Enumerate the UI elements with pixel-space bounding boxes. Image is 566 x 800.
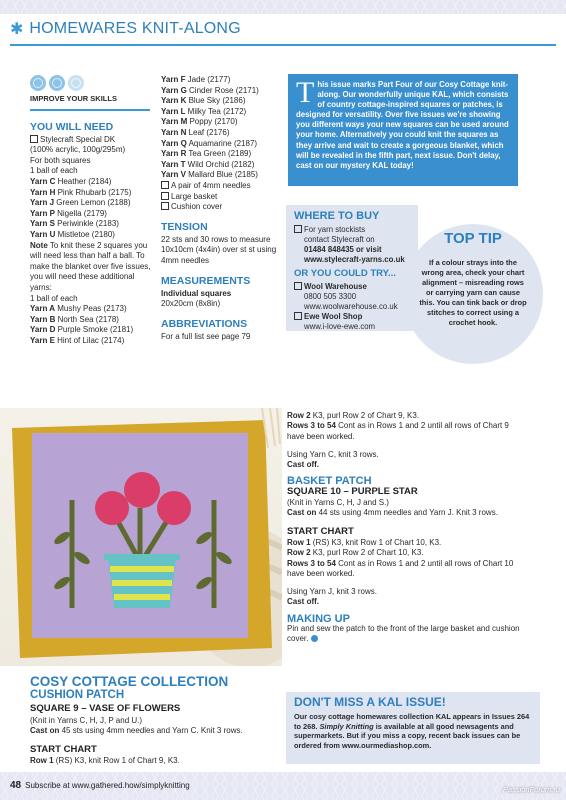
bold-label: Row 1 [287,537,311,547]
material-text: Mistletoe (2180) [55,229,115,239]
yarn-label: Yarn D [30,325,56,335]
material-text: To knit these 2 squares you will need less than half a ball. To make the blanket over five issues, you will need these additional yarns: [30,240,151,292]
cast-on [287,508,527,518]
shop-url: www.i-love-ewe.com [304,322,376,331]
material-text: Purple Smoke (2181) [55,325,134,335]
skill-level-icons [30,75,158,91]
material-item [161,202,281,213]
top-tip-heading: TOP TIP [444,230,502,247]
making-up-heading: MAKING UP [287,612,350,625]
material-text: Mushy Peas (2173) [55,304,127,314]
material-text: Periwinkle (2183) [54,219,119,229]
start-chart-heading: START CHART [30,743,97,755]
yarn-label: Yarn C [30,176,56,186]
material-item [30,166,158,177]
material-item [161,117,281,128]
material-text: Aquamarine (2187) [186,138,258,148]
material-text: Green Lemon (2188) [54,198,131,208]
try-heading: OR YOU COULD TRY... [294,268,396,279]
yarn-ball-icon [49,75,65,91]
material-item [161,86,281,97]
you-will-need-heading: YOU WILL NEED [30,120,114,133]
yarn-label: Yarn R [161,149,187,159]
intro-box [288,74,518,186]
where-to-buy-heading: WHERE TO BUY [294,210,380,222]
material-item [30,241,158,294]
measurements-value: 20x20cm (8x8in) [161,299,221,309]
shop-phone: 0800 505 3300 [304,292,357,301]
material-text: Heather (2184) [55,176,112,186]
magazine-name: Simply Knitting [319,721,374,731]
material-text: Pink Rhubarb (2175) [55,187,132,197]
footer-text[interactable]: Subscribe at www.gathered.how/simplyknitting [25,781,190,790]
buy-phone: 01484 848435 or visit [304,245,382,254]
cast-on [30,726,280,737]
cushion-photo [0,408,282,666]
yarn-label: Yarn E [30,335,55,345]
section-title: HOMEWARES KNIT-ALONG [29,20,241,37]
where-to-buy-box [286,205,418,331]
abbreviations-text: For a full list see page 79 [161,331,251,341]
material-item [30,156,158,167]
material-item [161,139,281,150]
yarn-label: Yarn T [161,159,186,169]
divider [30,109,150,111]
instruction: Using Yarn J, knit 3 rows. [287,587,377,597]
cushion-illustration [0,408,282,666]
material-text: Wild Orchid (2182) [185,159,255,169]
row-instruction [30,756,280,767]
material-text: Large basket [171,191,218,201]
material-item [161,128,281,139]
bold-label: Cast on [30,726,60,735]
material-text: Nigella (2179) [54,208,107,218]
yarn-label: Yarn P [30,208,55,218]
materials-column-1 [30,75,158,346]
text: is available at all good newsagents and supermarkets. But if you miss a copy, recent back issues can be ordered from www.ourmediashop.com. [294,721,521,751]
yarn-label: Yarn N [161,127,187,137]
material-item [161,149,281,160]
skills-label: IMPROVE YOUR SKILLS [30,94,117,103]
buy-url: www.stylecraft-yarns.co.uk [304,255,405,264]
abbreviations-heading: ABBREVIATIONS [161,317,248,330]
yarn-label: Yarn V [161,170,186,180]
yarn-label: Yarn L [161,106,186,116]
material-item [161,192,281,203]
yarn-ball-icon [68,75,84,91]
instruction: Pin and sew the patch to the front of the large basket and cushion cover. [287,624,520,644]
material-item [161,160,281,171]
basket-patch-title: BASKET PATCH [287,475,372,488]
instruction: (RS) K3, knit Row 1 of Chart 9, K3. [53,756,180,765]
watermark: PassionForum.ru [502,785,560,794]
instruction: (RS) K3, knit Row 1 of Chart 10, K3. [310,537,442,547]
row-instruction [287,538,527,548]
bold-label: Row 1 [30,756,54,765]
material-item [30,315,158,326]
material-item [161,107,281,118]
material-item [30,304,158,315]
knit-in: (Knit in Yarns C, H, J and S.) [287,498,389,508]
instruction: Cont as in Rows 1 and 2 until all rows of Chart 9 have been worked. [287,421,509,441]
dont-miss-heading: DON'T MISS A KAL ISSUE! [294,695,446,709]
material-item [161,75,281,86]
yarn-label: Yarn B [30,314,56,324]
row-instruction [287,411,527,421]
material-text: Stylecraft Special DK [40,134,116,144]
material-item [30,188,158,199]
yarn-label: Yarn Q [161,138,187,148]
shop-url: www.woolwarehouse.co.uk [304,302,398,311]
making-up-text [287,624,527,645]
row-instruction [287,548,527,558]
material-item [30,294,158,305]
yarn-label: Yarn A [30,304,56,314]
material-item [30,219,158,230]
article-left [30,675,280,767]
measurements-heading: MEASUREMENTS [161,274,251,287]
bold-label: Row 2 [287,411,311,420]
measurements-label: Individual squares [161,288,232,298]
material-item [30,230,158,241]
drop-cap: T [296,76,315,109]
start-chart-heading: START CHART [287,525,354,537]
material-text: 1 ball of each [30,166,78,176]
yarn-label: Yarn M [161,117,188,127]
instruction: Using Yarn C, knit 3 rows. [287,449,379,459]
yarn-label: Yarn K [161,96,187,106]
material-item [30,209,158,220]
instruction: K3, purl Row 2 of Chart 9, K3. [310,411,420,420]
yarn-label: Yarn S [30,219,55,229]
buy-line: For yarn stockists [294,225,410,235]
materials-column-2 [161,75,281,342]
instruction: K3, purl Row 2 of Chart 10, K3. [310,548,424,558]
yarn-label: Yarn F [161,75,186,84]
page-footer [10,780,190,791]
material-item [30,135,158,146]
shop-name: Ewe Wool Shop [294,312,410,322]
collection-subtitle: CUSHION PATCH [30,689,125,701]
asterisk-icon: ✱ [10,21,24,38]
instruction: 45 sts using 4mm needles and Yarn C. Knit 3 rows. [59,726,243,735]
buy-line: contact Stylecraft on [304,235,375,244]
bold-label: Row 2 [287,548,311,558]
page-number: 48 [10,780,22,791]
material-item [30,325,158,336]
material-text: Cushion cover [171,202,223,212]
yarn-label: Yarn J [30,198,55,208]
material-text: North Sea (2178) [55,314,119,324]
cast-off: Cast off. [287,597,319,607]
material-text: Hint of Lilac (2174) [54,335,125,345]
end-mark-icon [311,635,318,642]
bold-label: Cast on [287,508,317,518]
bold-label: Rows 3 to 54 [287,421,336,431]
row-instruction [287,559,527,580]
bold-label: Rows 3 to 54 [287,558,336,568]
square-title: SQUARE 9 – VASE OF FLOWERS [30,703,181,714]
material-item [30,198,158,209]
collection-title: COSY COTTAGE COLLECTION [30,674,229,689]
tension-text: 22 sts and 30 rows to measure 10x10cm (4x4in) over st st using 4mm needles [161,234,277,265]
material-text: 1 ball of each [30,293,78,303]
row-instruction [287,421,527,442]
material-item [161,181,281,192]
knit-in: (Knit in Yarns C, H, J, P and U.) [30,715,143,725]
yarn-label: Yarn H [30,187,56,197]
material-text: Jade (2177) [185,75,231,84]
material-text: (100% acrylic, 100g/295m) [30,145,126,155]
top-tip-text: If a colour strays into the wrong area, check your chart alignment – misreading rows or carrying yarn can cause this. You can tink back or drop stitches to correct using a crochet hook. [419,258,527,327]
material-item [30,177,158,188]
tension-heading: TENSION [161,220,208,233]
materials-list-continued [161,75,281,213]
material-text: Poppy (2170) [187,117,238,127]
material-text: A pair of 4mm needles [171,180,251,190]
intro-text: his issue marks Part Four of our Cosy Cottage knit-along. Our wonderfully unique KAL, which consists of country cottage-inspired squares or patches, is designed for versatility. Over five issues we're showing you different ways your new squares can be used around your home. Alternatively you could knit the squares as they arrive and wait to create a gorgeous blanket, which will be revealed in the fifth part, next issue. Don't delay, cast on our mystery KAL today! [296,80,509,170]
header-rule [10,44,556,46]
material-text: Milky Tea (2172) [185,106,247,116]
square-title: SQUARE 10 – PURPLE STAR [287,485,418,497]
material-text: Blue Sky (2186) [186,96,246,106]
material-text: Mallard Blue (2185) [185,170,258,180]
article-right [287,411,527,645]
yarn-ball-icon [30,75,46,91]
text: Our cosy cottage homewares collection KAL appears in Issues 264 to 268. [294,711,530,731]
instruction: 44 sts using 4mm needles and Yarn J. Knit 3 rows. [316,508,498,518]
top-tip-circle [403,224,543,364]
materials-list [30,135,158,347]
material-text: Cinder Rose (2171) [186,85,259,95]
material-text: Tea Green (2189) [186,149,252,159]
material-item [30,145,158,156]
shop-name: Wool Warehouse [294,282,410,292]
page-header [10,18,241,40]
dont-miss-text [294,712,532,751]
material-text: For both squares [30,155,91,165]
material-text: Leaf (2176) [186,127,230,137]
yarn-label: Note [30,240,48,250]
dont-miss-box [286,692,540,764]
knit-pattern-band-top [0,0,566,14]
material-item [161,96,281,107]
material-item [161,170,281,181]
cast-off: Cast off. [287,460,319,470]
instruction: Cont as in Rows 1 and 2 until all rows of Chart 10 have been worked. [287,558,514,578]
material-item [30,336,158,347]
yarn-label: Yarn G [161,85,187,95]
yarn-label: Yarn U [30,229,56,239]
